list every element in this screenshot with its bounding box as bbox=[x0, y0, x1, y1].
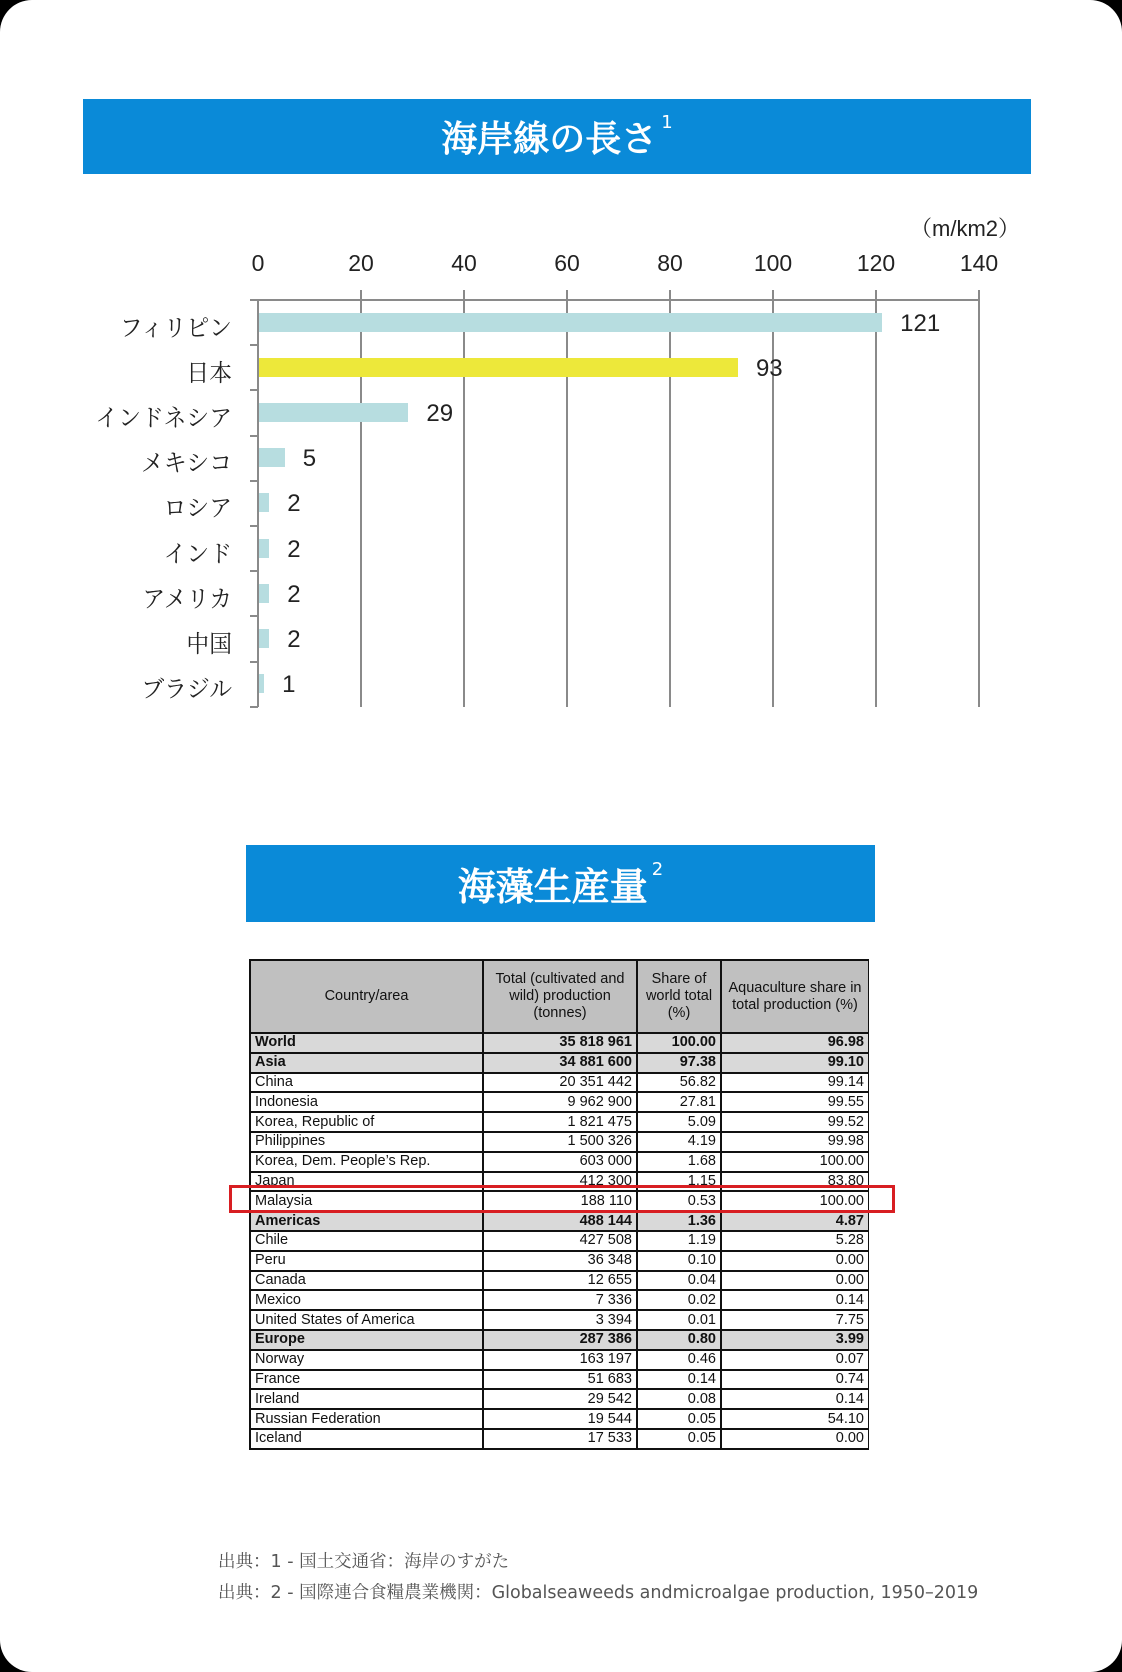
cell-aquaculture: 99.10 bbox=[721, 1053, 869, 1073]
gridline bbox=[978, 290, 980, 707]
table-row bbox=[250, 1053, 869, 1073]
bar bbox=[259, 584, 269, 603]
footnote-ref-1: 1 bbox=[661, 112, 673, 133]
cell-total: 603 000 bbox=[483, 1152, 637, 1172]
cell-country: Malaysia bbox=[250, 1191, 483, 1211]
cell-share: 0.46 bbox=[637, 1350, 721, 1370]
table-row bbox=[250, 1231, 869, 1251]
value-label: 93 bbox=[755, 354, 783, 382]
cell-country: Indonesia bbox=[250, 1092, 483, 1112]
y-tick bbox=[250, 570, 258, 572]
cell-share: 0.14 bbox=[637, 1370, 721, 1390]
cell-country: Korea, Dem. People’s Rep. bbox=[250, 1152, 483, 1172]
category-label: 日本 bbox=[186, 358, 232, 387]
cell-country: Peru bbox=[250, 1251, 483, 1271]
gridline bbox=[360, 290, 362, 707]
cell-aquaculture: 0.00 bbox=[721, 1429, 869, 1449]
value-label: 5 bbox=[302, 445, 317, 473]
table-row bbox=[250, 1132, 869, 1152]
cell-total: 9 962 900 bbox=[483, 1092, 637, 1112]
table-row bbox=[250, 1152, 869, 1172]
cell-share: 4.19 bbox=[637, 1132, 721, 1152]
cell-share: 56.82 bbox=[637, 1073, 721, 1093]
category-label: ロシア bbox=[163, 494, 232, 523]
cell-aquaculture: 0.74 bbox=[721, 1370, 869, 1390]
cell-total: 188 110 bbox=[483, 1191, 637, 1211]
cell-share: 27.81 bbox=[637, 1092, 721, 1112]
cell-share: 1.15 bbox=[637, 1172, 721, 1192]
table-row bbox=[250, 1251, 869, 1271]
category-label: ブラジル bbox=[141, 675, 232, 704]
table-row bbox=[250, 1033, 869, 1053]
cell-country: Russian Federation bbox=[250, 1409, 483, 1429]
x-tick-label: 100 bbox=[753, 250, 793, 276]
value-label: 121 bbox=[900, 309, 941, 337]
cell-aquaculture: 99.14 bbox=[721, 1073, 869, 1093]
cell-share: 1.36 bbox=[637, 1211, 721, 1231]
value-label: 29 bbox=[426, 400, 454, 427]
cell-aquaculture: 0.00 bbox=[721, 1271, 869, 1291]
cell-aquaculture: 7.75 bbox=[721, 1310, 869, 1330]
table-row bbox=[250, 1271, 869, 1291]
cell-share: 0.53 bbox=[637, 1191, 721, 1211]
cell-country: France bbox=[250, 1370, 483, 1390]
cell-share: 0.02 bbox=[637, 1290, 721, 1310]
table-row bbox=[250, 1429, 869, 1449]
category-label: メキシコ bbox=[141, 449, 232, 478]
gridline bbox=[669, 290, 671, 707]
cell-country: Asia bbox=[250, 1053, 483, 1073]
table-row bbox=[250, 1290, 869, 1310]
bar bbox=[259, 539, 269, 558]
cell-aquaculture: 100.00 bbox=[721, 1191, 869, 1211]
y-tick bbox=[250, 480, 258, 482]
cell-total: 29 542 bbox=[483, 1389, 637, 1409]
cell-aquaculture: 0.07 bbox=[721, 1350, 869, 1370]
header-country: Country/area bbox=[250, 960, 483, 1033]
value-label: 2 bbox=[287, 490, 301, 518]
cell-country: Europe bbox=[250, 1330, 483, 1350]
x-tick-label: 120 bbox=[856, 250, 896, 276]
cell-aquaculture: 83.80 bbox=[721, 1172, 869, 1192]
cell-country: United States of America bbox=[250, 1310, 483, 1330]
y-tick bbox=[250, 525, 258, 527]
table-row bbox=[250, 1409, 869, 1429]
cell-total: 287 386 bbox=[483, 1330, 637, 1350]
cell-total: 3 394 bbox=[483, 1310, 637, 1330]
x-tick-label: 80 bbox=[657, 250, 683, 276]
bar bbox=[259, 629, 269, 648]
x-tick-label: 60 bbox=[554, 250, 580, 276]
cell-share: 5.09 bbox=[637, 1112, 721, 1132]
cell-total: 427 508 bbox=[483, 1231, 637, 1251]
cell-country: Ireland bbox=[250, 1389, 483, 1409]
y-tick bbox=[250, 706, 258, 708]
cell-aquaculture: 0.14 bbox=[721, 1290, 869, 1310]
bar bbox=[259, 313, 882, 332]
value-label: 2 bbox=[287, 535, 301, 563]
category-label: アメリカ bbox=[142, 584, 232, 613]
table-row bbox=[250, 1073, 869, 1093]
header-share: Share of world total (%) bbox=[637, 960, 721, 1033]
seaweed-production-banner bbox=[246, 845, 875, 922]
cell-aquaculture: 3.99 bbox=[721, 1330, 869, 1350]
value-label: 2 bbox=[287, 626, 301, 653]
cell-aquaculture: 100.00 bbox=[721, 1152, 869, 1172]
cell-total: 412 300 bbox=[483, 1172, 637, 1192]
x-tick-label: 40 bbox=[451, 250, 477, 276]
cell-total: 7 336 bbox=[483, 1290, 637, 1310]
cell-share: 0.08 bbox=[637, 1389, 721, 1409]
y-tick bbox=[250, 661, 258, 663]
cell-aquaculture: 0.00 bbox=[721, 1251, 869, 1271]
cell-share: 0.05 bbox=[637, 1429, 721, 1449]
gridline bbox=[772, 290, 774, 707]
cell-share: 97.38 bbox=[637, 1053, 721, 1073]
cell-country: Americas bbox=[250, 1211, 483, 1231]
cell-country: China bbox=[250, 1073, 483, 1093]
cell-aquaculture: 99.55 bbox=[721, 1092, 869, 1112]
cell-total: 51 683 bbox=[483, 1370, 637, 1390]
cell-country: Japan bbox=[250, 1172, 483, 1192]
cell-aquaculture: 99.52 bbox=[721, 1112, 869, 1132]
cell-total: 12 655 bbox=[483, 1271, 637, 1291]
cell-aquaculture: 0.14 bbox=[721, 1389, 869, 1409]
cell-aquaculture: 99.98 bbox=[721, 1132, 869, 1152]
table-row bbox=[250, 1211, 869, 1231]
value-label: 1 bbox=[282, 671, 296, 699]
cell-country: Chile bbox=[250, 1231, 483, 1251]
coastline-title: 海岸線の長さ bbox=[441, 119, 658, 160]
cell-share: 1.68 bbox=[637, 1152, 721, 1172]
cell-aquaculture: 96.98 bbox=[721, 1033, 869, 1053]
bar bbox=[259, 358, 738, 377]
cell-share: 0.01 bbox=[637, 1310, 721, 1330]
cell-aquaculture: 4.87 bbox=[721, 1211, 869, 1231]
cell-country: World bbox=[250, 1033, 483, 1053]
cell-total: 1 500 326 bbox=[483, 1132, 637, 1152]
x-tick-label: 140 bbox=[959, 250, 999, 276]
sources-footer bbox=[218, 1547, 978, 1609]
cell-country: Philippines bbox=[250, 1132, 483, 1152]
category-label: フィリピン bbox=[119, 313, 232, 342]
table-row bbox=[250, 1370, 869, 1390]
table-row bbox=[250, 1350, 869, 1370]
cell-total: 17 533 bbox=[483, 1429, 637, 1449]
unit-label: （m/km2） bbox=[910, 216, 1021, 241]
coastline-bar-chart bbox=[0, 0, 1122, 760]
cell-share: 100.00 bbox=[637, 1033, 721, 1053]
table-header-row bbox=[250, 960, 869, 1033]
table-row bbox=[250, 1112, 869, 1132]
gridline bbox=[463, 290, 465, 707]
cell-country: Iceland bbox=[250, 1429, 483, 1449]
bar bbox=[259, 448, 285, 467]
cell-total: 36 348 bbox=[483, 1251, 637, 1271]
x-tick-label: 0 bbox=[251, 250, 265, 276]
cell-country: Canada bbox=[250, 1271, 483, 1291]
y-tick bbox=[250, 615, 258, 617]
cell-country: Norway bbox=[250, 1350, 483, 1370]
bar bbox=[259, 674, 264, 693]
cell-share: 0.04 bbox=[637, 1271, 721, 1291]
cell-aquaculture: 5.28 bbox=[721, 1231, 869, 1251]
bar bbox=[259, 493, 269, 512]
category-label: インド bbox=[163, 539, 232, 568]
bar bbox=[259, 403, 408, 422]
cell-total: 19 544 bbox=[483, 1409, 637, 1429]
japan-highlight-box bbox=[229, 1185, 895, 1213]
cell-share: 0.05 bbox=[637, 1409, 721, 1429]
cell-share: 1.19 bbox=[637, 1231, 721, 1251]
cell-share: 0.10 bbox=[637, 1251, 721, 1271]
header-aquaculture: Aquaculture share in total production (%) bbox=[721, 960, 869, 1033]
seaweed-production-table bbox=[249, 959, 869, 1498]
seaweed-title: 海藻生産量 bbox=[457, 865, 648, 909]
value-label: 2 bbox=[287, 580, 301, 608]
header-total: Total (cultivated and wild) production (tonnes) bbox=[483, 960, 637, 1033]
cell-total: 163 197 bbox=[483, 1350, 637, 1370]
category-label: インドネシア bbox=[95, 404, 232, 432]
gridline bbox=[566, 290, 568, 707]
y-tick bbox=[250, 389, 258, 391]
table-row bbox=[250, 1389, 869, 1409]
source-1: 出典：1 - 国土交通省：海岸のすがた bbox=[218, 1552, 510, 1572]
cell-country: Mexico bbox=[250, 1290, 483, 1310]
cell-total: 35 818 961 bbox=[483, 1033, 637, 1053]
footnote-ref-2: 2 bbox=[651, 859, 664, 880]
category-label: 中国 bbox=[186, 630, 232, 658]
cell-aquaculture: 54.10 bbox=[721, 1409, 869, 1429]
source-2: 出典：2 - 国際連合食糧農業機関：Globalseaweeds andmicroalgae production, 1950–2019 bbox=[218, 1583, 979, 1603]
table-row bbox=[250, 1330, 869, 1350]
y-tick bbox=[250, 435, 258, 437]
cell-country: Korea, Republic of bbox=[250, 1112, 483, 1132]
x-tick-label: 20 bbox=[348, 250, 374, 276]
cell-total: 1 821 475 bbox=[483, 1112, 637, 1132]
cell-total: 20 351 442 bbox=[483, 1073, 637, 1093]
cell-share: 0.80 bbox=[637, 1330, 721, 1350]
table-row bbox=[250, 1310, 869, 1330]
cell-total: 488 144 bbox=[483, 1211, 637, 1231]
gridline bbox=[875, 290, 877, 707]
y-tick bbox=[250, 344, 258, 346]
cell-total: 34 881 600 bbox=[483, 1053, 637, 1073]
table-row bbox=[250, 1092, 869, 1112]
